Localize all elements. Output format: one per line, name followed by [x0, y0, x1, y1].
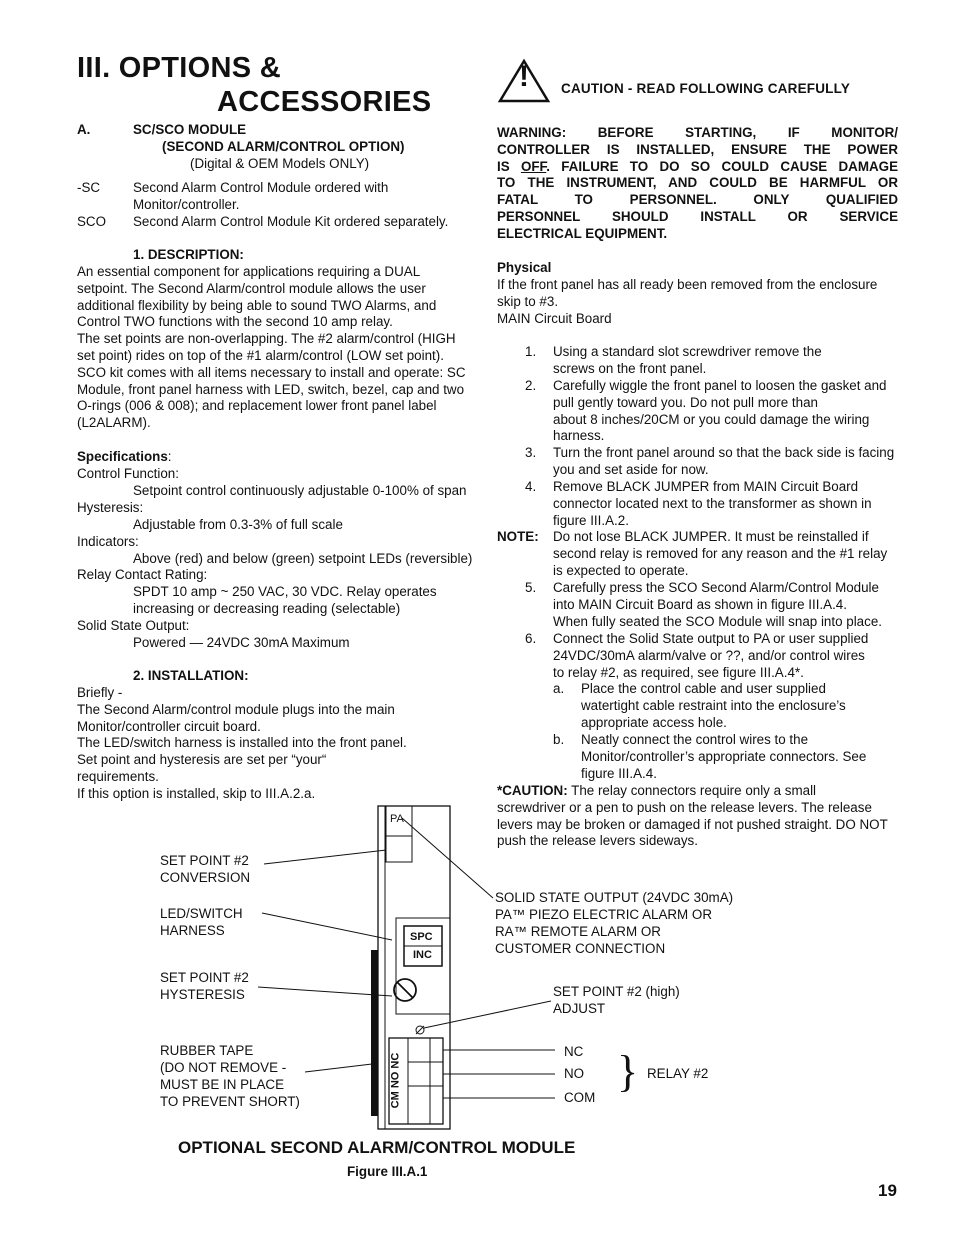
note-text: Do not lose BLACK JUMPER. It must be reinstalled if second relay is removed for any reason and the #1 relay is expected to operate.: [553, 529, 888, 578]
step-text: Carefully press the SCO Second Alarm/Control Module into MAIN Circuit Board as shown in figure III.A.4. When fully seated the SCO Module will snap into place.: [553, 580, 882, 629]
code-sco: SCO: [77, 214, 107, 229]
step-text: Connect the Solid State output to PA or user supplied 24VDC/30mA alarm/valve or ??, and/or control wires to relay #2, as required, see figure III.A.4*.: [553, 631, 869, 680]
page-title-line1: III. OPTIONS &: [77, 52, 281, 84]
installation-line: requirements.: [77, 768, 159, 784]
physical-line: skip to #3.: [497, 293, 559, 309]
description-line: Module, front panel harness with LED, switch, bezel, cap and two: [77, 381, 465, 397]
warning-off: OFF: [520, 158, 547, 174]
spec-label: Relay Contact Rating:: [77, 567, 208, 582]
spec-label: Control Function:: [77, 466, 179, 481]
installation-line: The Second Alarm/control module plugs into the main: [77, 701, 395, 717]
warning-line: ELECTRICAL EQUIPMENT.: [497, 225, 668, 241]
physical-line: If the front panel has all ready been removed from the enclosure: [497, 277, 878, 292]
warning-line: IS OFF. FAILURE TO DO SO COULD CAUSE DAMAGE: [497, 158, 898, 174]
warning-line: FATAL TO PERSONNEL. ONLY QUALIFIED: [497, 192, 898, 208]
step-text: Using a standard slot screwdriver remove the screws on the front panel.: [553, 344, 822, 376]
label-set-point-adjust: SET POINT #2 (high) ADJUST: [553, 984, 680, 1016]
installation-line: If this option is installed, skip to III.A.2.a.: [77, 785, 316, 801]
code-sco-text: Second Alarm Control Module Kit ordered separately.: [133, 214, 449, 229]
label-led-switch-harness: LED/SWITCH HARNESS: [160, 906, 243, 938]
code-sc-text-1: Second Alarm Control Module ordered with: [133, 180, 389, 195]
spec-value: increasing or decreasing reading (selectable): [133, 601, 401, 616]
leader-line: [305, 1064, 372, 1072]
spec-value: Adjustable from 0.3-3% of full scale: [133, 517, 343, 532]
spec-value: Setpoint control continuously adjustable 0-100% of span: [133, 483, 467, 498]
label-rubber-tape: RUBBER TAPE (DO NOT REMOVE - MUST BE IN PLACE TO PREVENT SHORT): [160, 1043, 300, 1109]
section-letter: A.: [77, 122, 91, 137]
spec-label: Hysteresis:: [77, 500, 144, 515]
description-line: additional flexibility by being able to sound TWO Alarms, and: [77, 297, 437, 313]
installation-line: Set point and hysteresis are set per “your“: [77, 752, 327, 768]
step-number: 2.: [525, 378, 537, 393]
section-heading: SC/SCO MODULE: [133, 122, 247, 137]
installation-line: The LED/switch harness is installed into the front panel.: [77, 735, 407, 751]
section-models-note: (Digital & OEM Models ONLY): [190, 156, 370, 171]
description-line: SCO kit comes with all items necessary to install and operate: SC: [77, 364, 466, 380]
physical-heading: Physical: [497, 260, 552, 275]
step-text: Remove BLACK JUMPER from MAIN Circuit Board connector located next to the transformer as shown in figure III.A.2.: [553, 479, 872, 528]
substep-text: Neatly connect the control wires to the Monitor/controller’s appropriate connectors. See figure III.A.4.: [581, 732, 867, 781]
warning-exclamation: !: [519, 60, 529, 93]
description-line: set point) rides on top of the #1 alarm/control (LOW set point).: [77, 347, 444, 363]
page-number: 19: [878, 1181, 897, 1200]
note-label: NOTE:: [497, 529, 539, 544]
label-nc: NC: [564, 1044, 584, 1059]
code-sc: -SC: [77, 180, 101, 195]
spec-value: SPDT 10 amp ~ 250 VAC, 30 VDC. Relay operates: [133, 584, 437, 599]
substep-letter: a.: [553, 681, 565, 696]
label-com: COM: [564, 1090, 596, 1105]
step-text: Carefully wiggle the front panel to loosen the gasket and pull gently toward you. Do not pull more than about 8 inches/20CM or you could damage the wiring harness.: [553, 378, 887, 444]
specs-colon: :: [167, 449, 172, 464]
substep-letter: b.: [553, 732, 565, 747]
description-line: (L2ALARM).: [77, 415, 151, 431]
spec-value: Above (red) and below (green) setpoint LEDs (reversible): [133, 551, 473, 566]
installation-heading: 2. INSTALLATION:: [133, 668, 249, 683]
installation-line: Briefly -: [77, 685, 123, 700]
physical-line: MAIN Circuit Board: [497, 310, 612, 326]
figure-caption: Figure III.A.1: [347, 1164, 428, 1179]
description-line: The set points are non-overlapping. The #2 alarm/control (HIGH: [77, 331, 456, 347]
label-set-point-conversion: SET POINT #2 CONVERSION: [160, 853, 251, 885]
pa-label: PA: [390, 813, 404, 825]
description-line: O-rings (006 & 008); and replacement lower front panel label: [77, 398, 437, 414]
specs-heading: Specifications: [77, 449, 168, 464]
spec-label: Solid State Output:: [77, 618, 190, 633]
step-number: 5.: [525, 580, 537, 595]
substep-text: Place the control cable and user supplied watertight cable restraint into the enclosure’s appropriate access hole.: [581, 681, 846, 730]
connector-slot: [386, 836, 412, 862]
section-subheading: (SECOND ALARM/CONTROL OPTION): [162, 139, 405, 154]
spc-label: SPC: [410, 931, 433, 943]
description-line: An essential component for applications requiring a DUAL: [77, 264, 421, 279]
caution-banner: CAUTION - READ FOLLOWING CAREFULLY: [561, 81, 851, 96]
label-relay-2: RELAY #2: [647, 1066, 709, 1081]
step-number: 6.: [525, 631, 537, 646]
warning-line: WARNING: BEFORE STARTING, IF MONITOR/: [497, 125, 898, 140]
warning-line: CONTROLLER IS INSTALLED, ENSURE THE POWER: [497, 141, 898, 157]
step-number: 3.: [525, 445, 537, 460]
step-number: 4.: [525, 479, 537, 494]
label-solid-state-output: SOLID STATE OUTPUT (24VDC 30mA) PA™ PIEZO ELECTRIC ALARM OR RA™ REMOTE ALARM OR CUSTOMER CONNECTION: [495, 890, 734, 956]
label-set-point-hysteresis: SET POINT #2 HYSTERESIS: [160, 970, 249, 1002]
warning-line: PERSONNEL SHOULD INSTALL OR SERVICE: [497, 208, 898, 224]
leader-line: [402, 818, 493, 898]
installation-line: Monitor/controller circuit board.: [77, 718, 261, 734]
page-title-line2: ACCESSORIES: [217, 86, 432, 118]
caution-note: *CAUTION: The relay connectors require only a small screwdriver or a pen to push on the release levers. The release levers may be broken or damaged if not pushed straight. DO NOT push the release levers sideways.: [497, 783, 888, 849]
figure-title: OPTIONAL SECOND ALARM/CONTROL MODULE: [178, 1138, 576, 1157]
description-line: Control TWO functions with the second 10 amp relay.: [77, 314, 393, 330]
terminal-labels: CM NO NC: [389, 1052, 402, 1109]
step-text: Turn the front panel around so that the back side is facing you and set aside for now.: [553, 445, 895, 477]
code-sc-text-2: Monitor/controller.: [133, 197, 240, 212]
description-heading: 1. DESCRIPTION:: [133, 247, 244, 262]
leader-line: [262, 913, 392, 940]
spec-label: Indicators:: [77, 534, 139, 549]
rubber-tape: [371, 950, 378, 1116]
caution-note-label: *CAUTION:: [497, 783, 568, 798]
step-number: 1.: [525, 344, 537, 359]
leader-line: [264, 850, 386, 864]
label-no: NO: [564, 1066, 585, 1081]
relay-brace: }: [617, 1047, 639, 1096]
warning-line: TO THE INSTRUMENT, AND COULD BE HARMFUL OR: [497, 175, 898, 191]
spec-value: Powered — 24VDC 30mA Maximum: [133, 635, 350, 650]
description-line: setpoint. The Second Alarm/control module allows the user: [77, 280, 426, 296]
inc-label: INC: [413, 949, 432, 961]
